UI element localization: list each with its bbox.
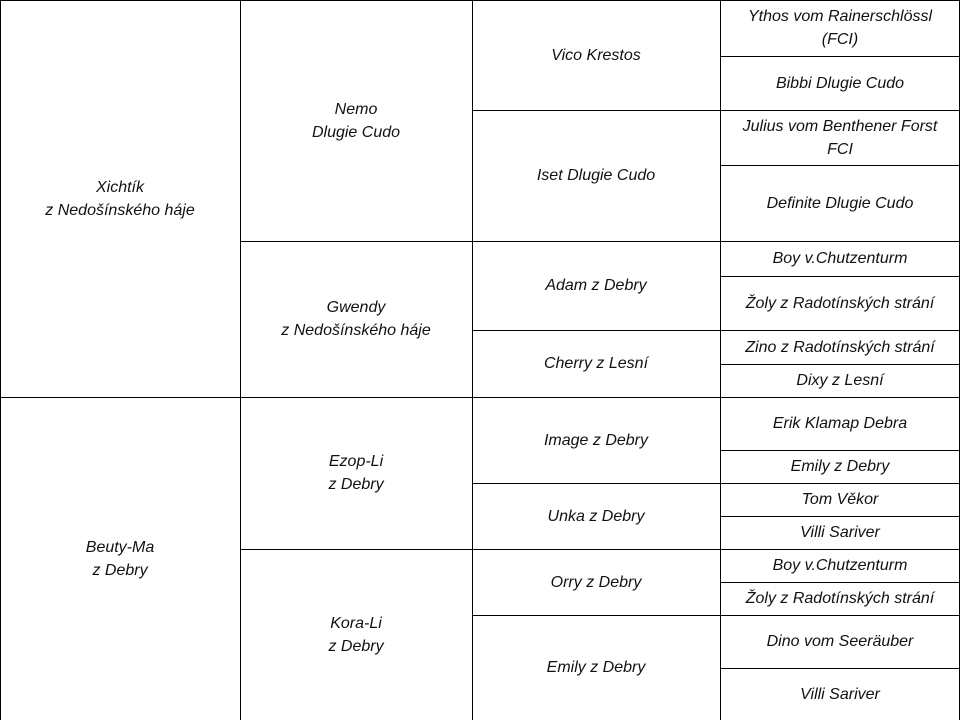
gen4-cell-2: Bibbi Dlugie Cudo [775, 74, 905, 92]
gen4-cell-5: Boy v.Chutzenturm [772, 250, 908, 267]
gen4-cell-3: Julius vom Benthener Forst FCI [742, 117, 938, 158]
gen3-cell-1: Vico Krestos [551, 46, 641, 64]
dam-cell: Beuty-Ma z Debry [85, 538, 155, 579]
gen4-cell-16: Villi Sariver [800, 685, 880, 703]
maternal-grandsire-cell: Ezop-Li z Debry [328, 453, 384, 493]
gen3-cell-5: Image z Debry [543, 431, 649, 449]
gen3-cell-2: Iset Dlugie Cudo [536, 167, 656, 184]
gen3-cell-3: Adam z Debry [545, 277, 647, 294]
gen4-cell-6: Žoly z Radotínských strání [745, 294, 935, 312]
gen4-cell-9: Erik Klamap Debra [772, 415, 908, 432]
gen4-cell-1: Ythos vom Rainerschlössl (FCI) [747, 8, 933, 48]
gen3-cell-7: Orry z Debry [550, 573, 642, 591]
gen4-cell-15: Dino vom Seeräuber [766, 633, 914, 650]
paternal-grandsire-cell: Nemo Dlugie Cudo [311, 100, 401, 141]
maternal-granddam-cell: Kora-Li z Debry [328, 614, 384, 655]
gen4-cell-7: Zino z Radotínských strání [745, 338, 935, 356]
gen4-cell-13: Boy v.Chutzenturm [772, 557, 908, 574]
gen4-cell-14: Žoly z Radotínských strání [745, 590, 935, 607]
gen3-cell-8: Emily z Debry [546, 659, 646, 676]
gen3-cell-4: Cherry z Lesní [543, 355, 649, 372]
gen4-cell-10: Emily z Debry [790, 458, 890, 475]
paternal-granddam-cell: Gwendy z Nedošínského háje [281, 299, 431, 339]
gen4-cell-12: Villi Sariver [800, 524, 880, 541]
gen3-cell-6: Unka z Debry [547, 507, 645, 525]
gen4-cell-11: Tom Věkor [801, 491, 879, 508]
sire-cell: Xichtík z Nedošínského háje [45, 178, 195, 219]
gen4-cell-8: Dixy z Lesní [796, 372, 884, 389]
gen4-cell-4: Definite Dlugie Cudo [766, 194, 914, 212]
